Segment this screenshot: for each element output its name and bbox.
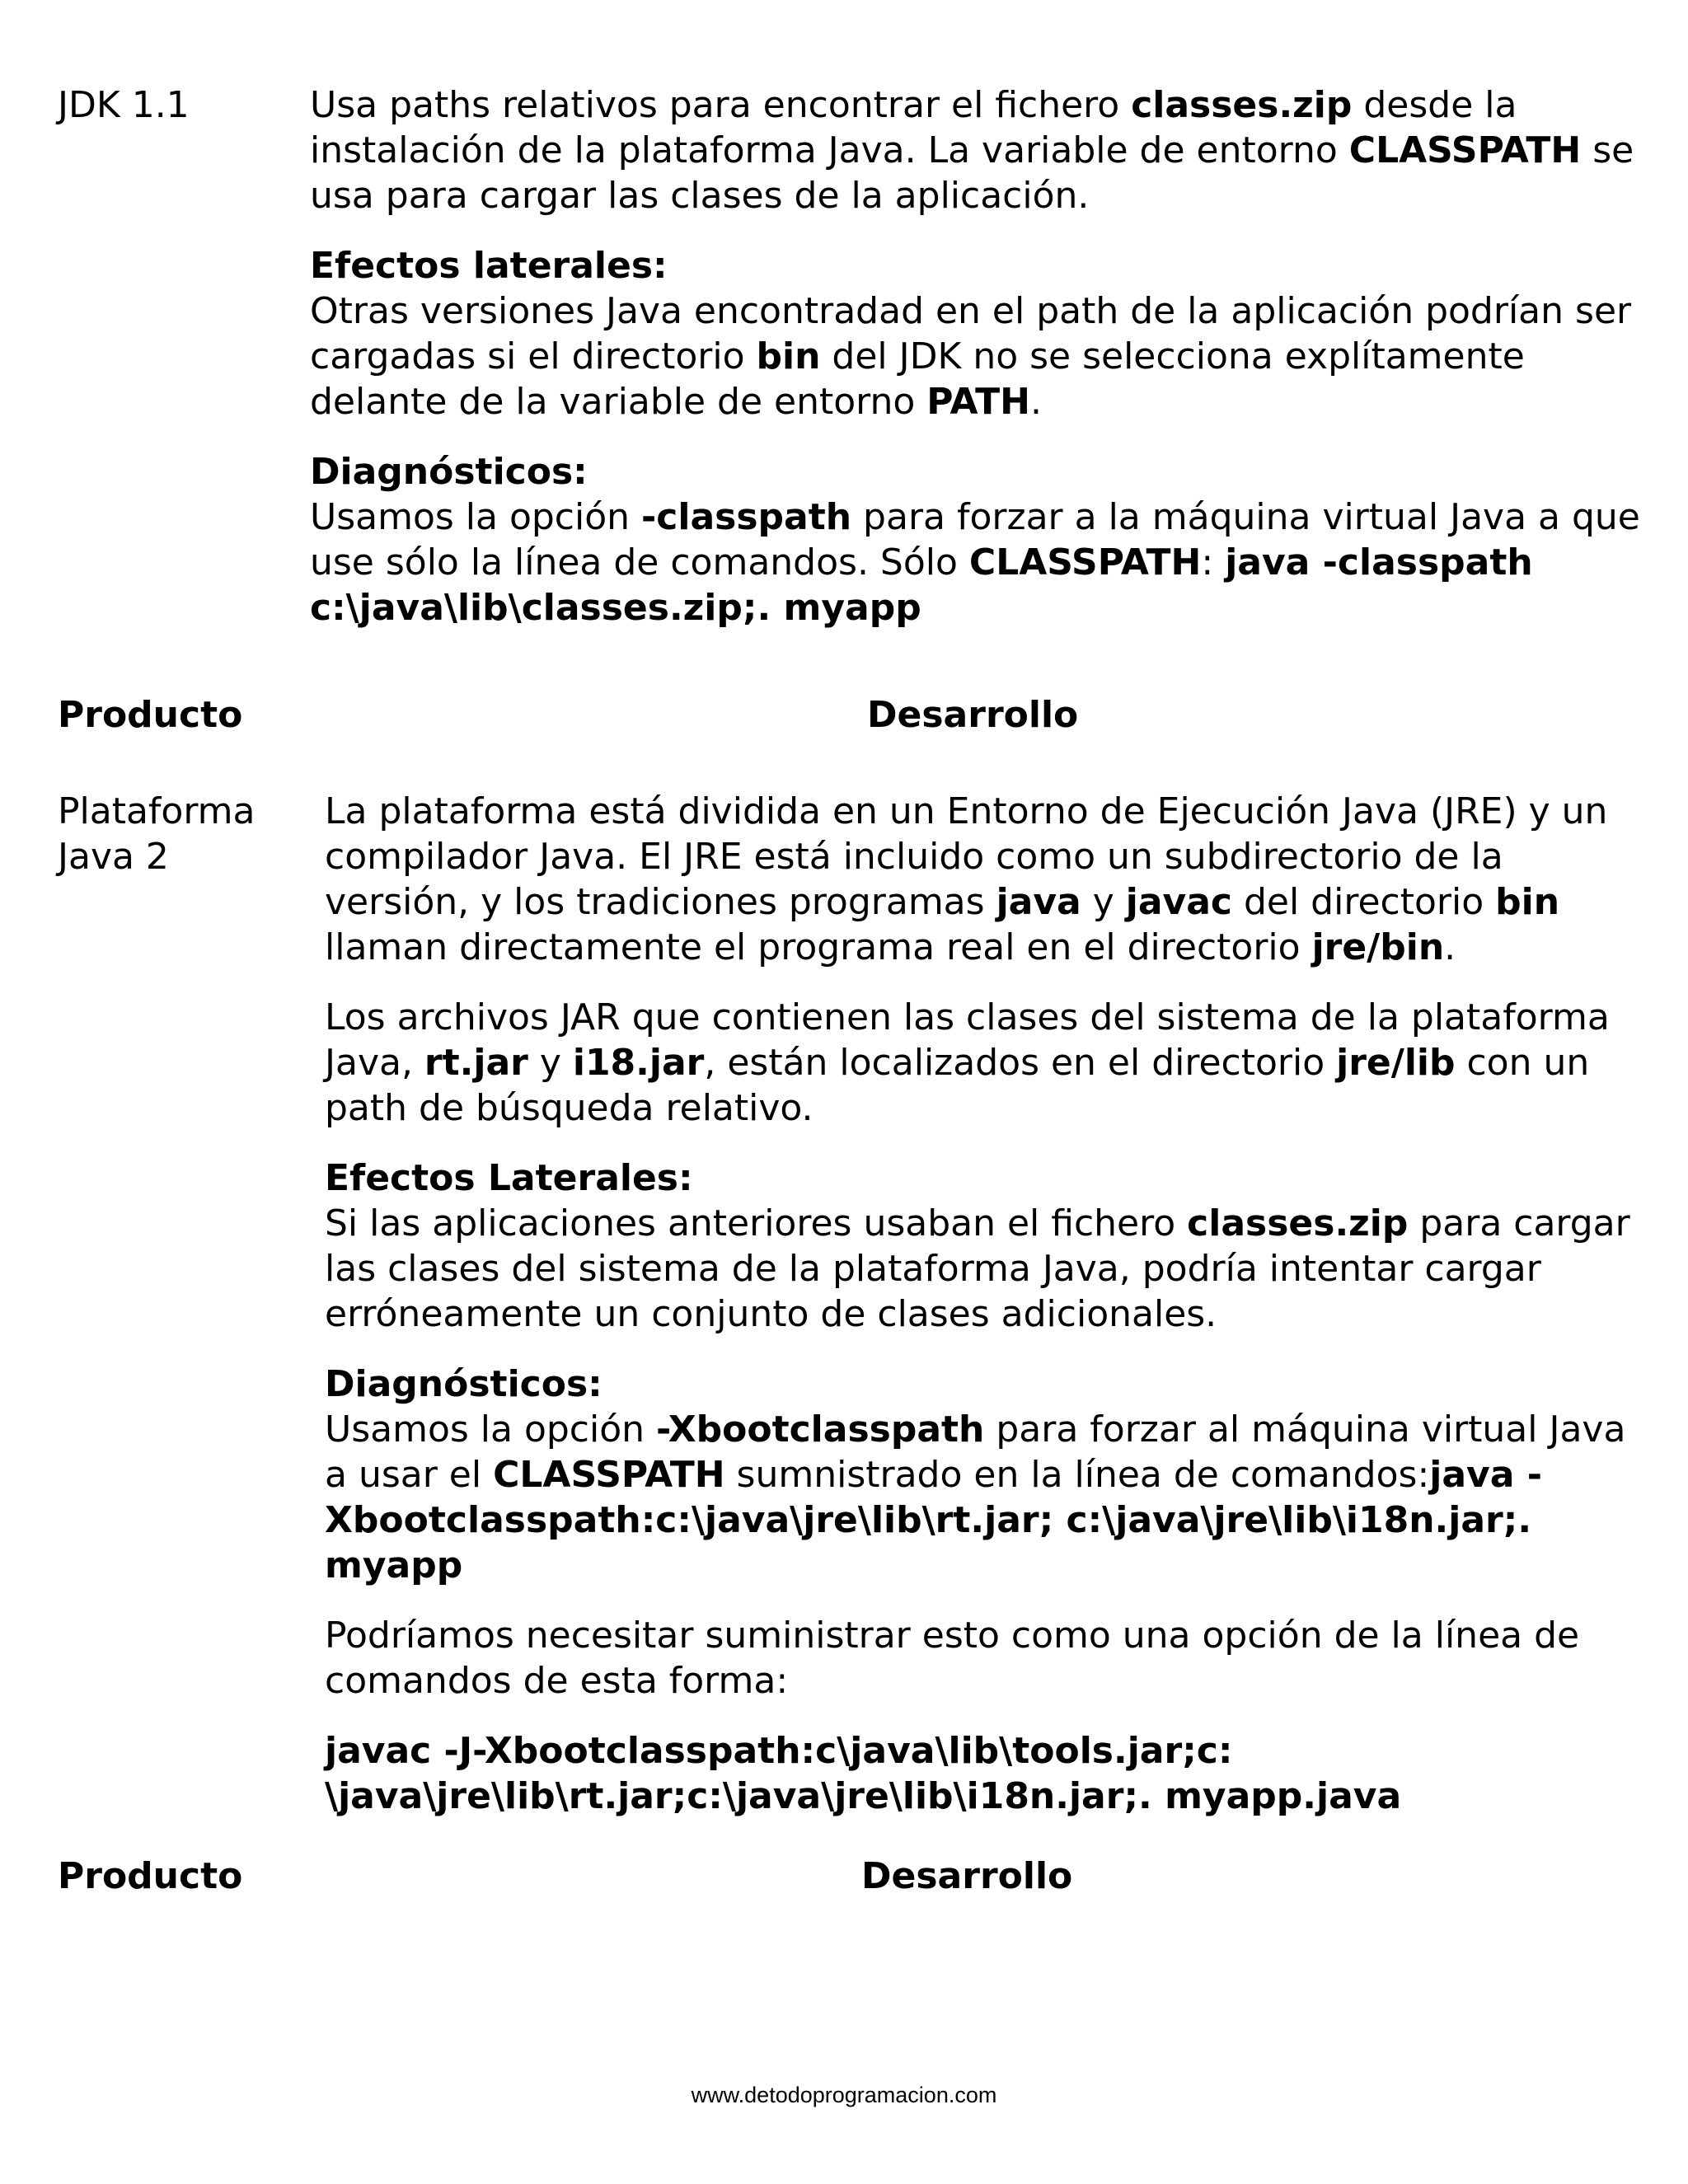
product-label: Plataforma Java 2 xyxy=(58,790,256,878)
side-effects-heading: Efectos laterales: xyxy=(310,245,668,287)
header-desarrollo: Desarrollo xyxy=(867,694,1079,736)
diagnostics-heading: Diagnósticos: xyxy=(325,1363,603,1405)
diagnostics-heading: Diagnósticos: xyxy=(310,451,588,493)
development-description xyxy=(325,789,1640,1844)
diagnostics-paragraph: Diagnósticos: Usamos la opción -Xbootclasspath para forzar al máquina virtual Java a usar el CLASSPATH sumnistrado en la línea de comandos:java -Xbootclasspath:c:\java\jre\lib\rt.jar; c:\java\jre\lib\i18n.jar;. myapp xyxy=(325,1363,1626,1586)
row-plataforma-java-2 xyxy=(58,789,1640,1844)
diagnostics-paragraph: Diagnósticos: Usamos la opción -classpath para forzar a la máquina virtual Java a que use sólo la línea de comandos. Sólo CLASSPATH: java -classpath c:\java\lib\classes.zip;. myapp xyxy=(310,451,1640,629)
row-jdk-1-1 xyxy=(58,82,1640,655)
platform-paragraph: La plataforma está dividida en un Entorno de Ejecución Java (JRE) y un compilador Java. El JRE está incluido como un subdirectorio de la versión, y los tradiciones programas java y javac del directorio bin llaman directamente el programa real en el directorio jre/bin. xyxy=(325,790,1608,968)
header-producto: Producto xyxy=(58,694,243,736)
command-line-paragraph: Podríamos necesitar suministrar esto como una opción de la línea de comandos de esta forma: xyxy=(325,1615,1580,1702)
intro-paragraph: Usa paths relativos para encontrar el fichero classes.zip desde la instalación de la plataforma Java. La variable de entorno CLASSPATH se usa para cargar las clases de la aplicación. xyxy=(310,84,1634,217)
side-effects-heading: Efectos Laterales: xyxy=(325,1157,693,1199)
jar-files-paragraph: Los archivos JAR que contienen las clases del sistema de la plataforma Java, rt.jar y i18.jar, están localizados en el directorio jre/lib con un path de búsqueda relativo. xyxy=(325,996,1610,1129)
product-label: JDK 1.1 xyxy=(58,84,190,126)
side-effects-paragraph: Efectos laterales: Otras versiones Java encontradad en el path de la aplicación podrían ser cargadas si el directorio bin del JDK no se selecciona explítamente delante de la variable de entorno PATH. xyxy=(310,245,1632,423)
document-page xyxy=(58,82,1640,1899)
side-effects-paragraph: Efectos Laterales: Si las aplicaciones anteriores usaban el fichero classes.zip para cargar las clases del sistema de la plataforma Java, podría intentar cargar erróneamente un conjunto de clases adicionales. xyxy=(325,1157,1630,1335)
header-desarrollo: Desarrollo xyxy=(861,1855,1073,1897)
header-producto: Producto xyxy=(58,1855,243,1897)
footer-url: www.detodoprogramacion.com xyxy=(691,2083,997,2107)
development-description xyxy=(310,82,1640,655)
javac-command: javac -J-Xbootclasspath:c\java\lib\tools.jar;c: \java\jre\lib\rt.jar;c:\java\jre\lib\i18n.jar;. myapp.java xyxy=(325,1730,1402,1817)
table-header xyxy=(58,1854,1640,1899)
table-header xyxy=(58,692,1640,738)
